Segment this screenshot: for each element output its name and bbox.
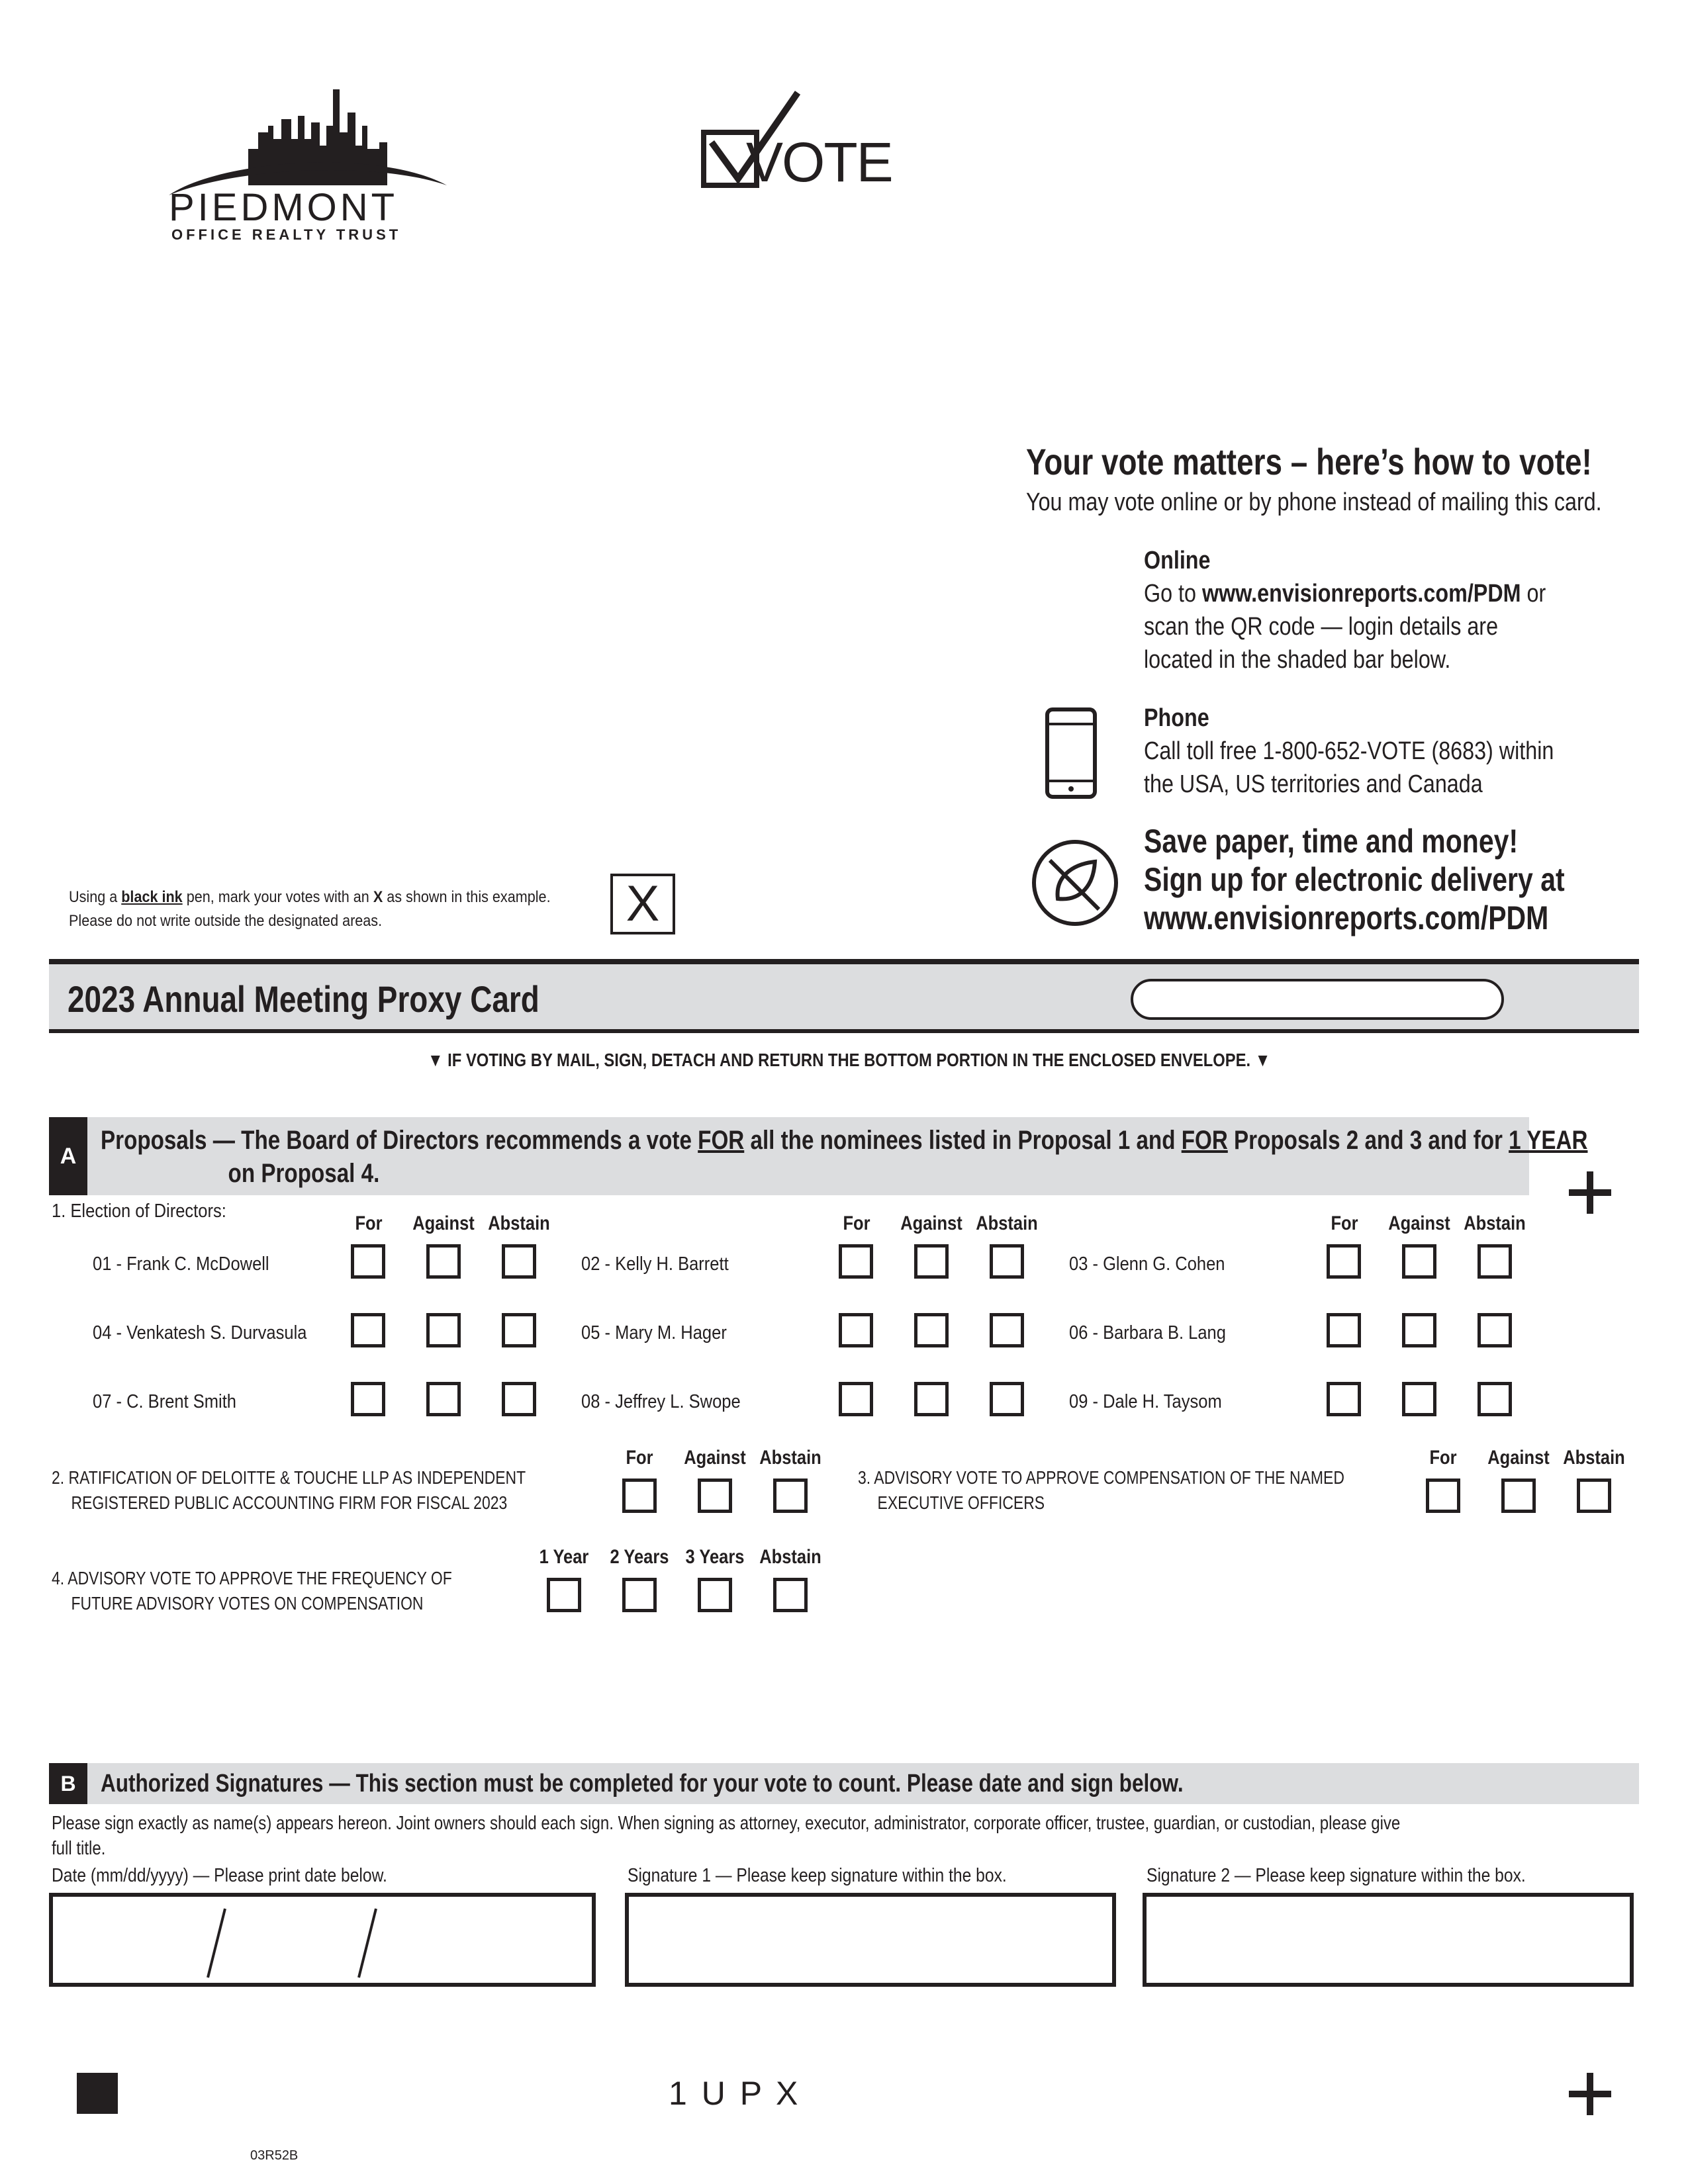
vote-against-checkbox[interactable] bbox=[1402, 1382, 1436, 1416]
phone-icon bbox=[1045, 707, 1098, 799]
proposal-3-header-against: Against bbox=[1487, 1447, 1550, 1469]
online-line3: located in the shaded bar below. bbox=[1144, 646, 1451, 674]
proposal-3-header-for: For bbox=[1429, 1447, 1457, 1469]
proposal-4-header-3years: 3 Years bbox=[685, 1546, 745, 1568]
election-header-for: For bbox=[843, 1212, 870, 1234]
vote-against-checkbox[interactable] bbox=[426, 1382, 461, 1416]
logo-name: PIEDMONT bbox=[169, 186, 399, 229]
vote-abstain-checkbox[interactable] bbox=[502, 1382, 536, 1416]
vote-abstain-checkbox[interactable] bbox=[1477, 1244, 1512, 1279]
online-text: Go to bbox=[1144, 580, 1202, 608]
section-b-header bbox=[49, 1763, 1639, 1804]
nominee-label: 08 - Jeffrey L. Swope bbox=[581, 1391, 741, 1412]
instr-text-e: as shown in this example. bbox=[383, 888, 551, 906]
online-url-link[interactable]: www.envisionreports.com/PDM bbox=[1201, 580, 1521, 608]
proposal-2-text bbox=[52, 1465, 526, 1516]
vote-for-checkbox[interactable] bbox=[351, 1382, 385, 1416]
instr-text-c: pen, mark your votes with an bbox=[182, 888, 373, 906]
election-header-for: For bbox=[355, 1212, 383, 1234]
date-slashes bbox=[53, 1897, 592, 1983]
example-mark: X bbox=[626, 876, 660, 932]
vote-against-checkbox[interactable] bbox=[1402, 1313, 1436, 1347]
vote-abstain-checkbox[interactable] bbox=[990, 1244, 1024, 1279]
vote-for-checkbox[interactable] bbox=[1327, 1313, 1361, 1347]
sig2-label: Signature 2 — Please keep signature within the box. bbox=[1147, 1865, 1526, 1886]
vote-against-checkbox[interactable] bbox=[914, 1244, 949, 1279]
election-header-against: Against bbox=[412, 1212, 475, 1234]
vote-against-checkbox[interactable] bbox=[1402, 1244, 1436, 1279]
signature-2-field[interactable] bbox=[1143, 1893, 1634, 1987]
online-line2: scan the QR code — login details are bbox=[1144, 613, 1499, 641]
vote-against-checkbox[interactable] bbox=[426, 1244, 461, 1279]
example-mark-box bbox=[610, 874, 675, 934]
section-b-letter: B bbox=[49, 1763, 87, 1804]
section-a-year: 1 YEAR bbox=[1509, 1126, 1588, 1155]
date-label: Date (mm/dd/yyyy) — Please print date below. bbox=[52, 1865, 387, 1886]
skyline-icon bbox=[169, 86, 447, 199]
nominee-label: 03 - Glenn G. Cohen bbox=[1069, 1253, 1225, 1275]
proposal-4-text bbox=[52, 1566, 452, 1616]
proposal-2-abstain-checkbox[interactable] bbox=[773, 1479, 808, 1513]
vote-against-checkbox[interactable] bbox=[914, 1382, 949, 1416]
phone-line2: the USA, US territories and Canada bbox=[1144, 770, 1483, 798]
vote-against-checkbox[interactable] bbox=[914, 1313, 949, 1347]
proposal-4-header-abstain: Abstain bbox=[759, 1546, 821, 1568]
detach-notice bbox=[428, 1050, 1270, 1071]
vote-for-checkbox[interactable] bbox=[1327, 1382, 1361, 1416]
instr-text-a: Using a bbox=[69, 888, 122, 906]
online-text-or: or bbox=[1521, 580, 1546, 608]
proposal-4-line2: FUTURE ADVISORY VOTES ON COMPENSATION bbox=[71, 1593, 424, 1614]
vote-abstain-checkbox[interactable] bbox=[1477, 1382, 1512, 1416]
date-field[interactable] bbox=[49, 1893, 596, 1987]
section-a-letter: A bbox=[49, 1117, 87, 1195]
section-b-title: Authorized Signatures — This section must be completed for your vote to count. Please date and sign below. bbox=[101, 1770, 1184, 1797]
footer-code: 1 U P X bbox=[669, 2075, 801, 2112]
vote-abstain-checkbox[interactable] bbox=[990, 1382, 1024, 1416]
vote-for-checkbox[interactable] bbox=[839, 1382, 873, 1416]
edelivery-url-link[interactable]: www.envisionreports.com/PDM bbox=[1144, 899, 1549, 936]
logo-tagline: OFFICE REALTY TRUST bbox=[171, 226, 402, 243]
signature-instructions-line1: Please sign exactly as name(s) appears hereon. Joint owners should each sign. When signing as attorney, executor, administrator, corporate officer, trustee, guardian, or custodian, please give bbox=[52, 1813, 1401, 1834]
section-a-title bbox=[101, 1124, 1587, 1190]
online-line1 bbox=[1144, 577, 1546, 610]
how-to-vote-subheading: You may vote online or by phone instead of mailing this card. bbox=[1026, 488, 1602, 516]
signature-instructions-line2: full title. bbox=[52, 1838, 106, 1859]
registration-mark bbox=[1569, 1171, 1611, 1214]
registration-mark bbox=[1569, 2073, 1611, 2115]
proposal-3-line1: 3. ADVISORY VOTE TO APPROVE COMPENSATION OF THE NAMED bbox=[858, 1467, 1344, 1488]
vote-abstain-checkbox[interactable] bbox=[502, 1313, 536, 1347]
no-paper-leaf-icon bbox=[1030, 838, 1120, 928]
election-header-abstain: Abstain bbox=[1464, 1212, 1526, 1234]
section-a-text-a: Proposals — The Board of Directors recommends a vote bbox=[101, 1126, 698, 1155]
edelivery-section bbox=[1144, 822, 1565, 937]
down-triangle-icon: ▼ bbox=[1254, 1050, 1271, 1070]
proposal-4-line1: 4. ADVISORY VOTE TO APPROVE THE FREQUENCY OF bbox=[52, 1568, 452, 1588]
proposal-4-header-2years: 2 Years bbox=[610, 1546, 669, 1568]
proposal-3-line2: EXECUTIVE OFFICERS bbox=[877, 1492, 1045, 1513]
proposal-2-line2: REGISTERED PUBLIC ACCOUNTING FIRM FOR FISCAL 2023 bbox=[71, 1492, 508, 1513]
instructions-line1 bbox=[69, 886, 551, 909]
vote-against-checkbox[interactable] bbox=[426, 1313, 461, 1347]
proposal-4-abstain-checkbox[interactable] bbox=[773, 1578, 808, 1612]
section-a-line1 bbox=[101, 1124, 1587, 1157]
vote-abstain-checkbox[interactable] bbox=[1477, 1313, 1512, 1347]
vote-for-checkbox[interactable] bbox=[351, 1313, 385, 1347]
nominee-label: 06 - Barbara B. Lang bbox=[1069, 1322, 1226, 1343]
vote-for-checkbox[interactable] bbox=[839, 1313, 873, 1347]
proposal-3-abstain-checkbox[interactable] bbox=[1577, 1479, 1611, 1513]
nominee-label: 01 - Frank C. McDowell bbox=[93, 1253, 269, 1275]
edelivery-line2: Sign up for electronic delivery at bbox=[1144, 861, 1565, 898]
online-section bbox=[1144, 544, 1546, 676]
login-details-pill bbox=[1131, 979, 1504, 1020]
section-a-text-c: Proposals 2 and 3 and for bbox=[1227, 1126, 1509, 1155]
form-id: 03R52B bbox=[250, 2148, 299, 2163]
vote-for-checkbox[interactable] bbox=[1327, 1244, 1361, 1279]
proposal-4-2years-checkbox[interactable] bbox=[622, 1578, 657, 1612]
vote-abstain-checkbox[interactable] bbox=[502, 1244, 536, 1279]
nominee-label: 07 - C. Brent Smith bbox=[93, 1391, 237, 1412]
section-a-text-b: all the nominees listed in Proposal 1 and bbox=[744, 1126, 1182, 1155]
proposal-2-for-checkbox[interactable] bbox=[622, 1479, 657, 1513]
piedmont-logo bbox=[169, 86, 453, 243]
nominee-label: 09 - Dale H. Taysom bbox=[1069, 1391, 1222, 1412]
nominee-label: 04 - Venkatesh S. Durvasula bbox=[93, 1322, 307, 1343]
card-title-bar bbox=[49, 959, 1639, 1033]
marking-instructions bbox=[69, 886, 551, 933]
phone-title: Phone bbox=[1144, 704, 1209, 732]
section-a-header bbox=[49, 1117, 1588, 1195]
card-title: 2023 Annual Meeting Proxy Card bbox=[68, 978, 539, 1020]
detach-notice-text: IF VOTING BY MAIL, SIGN, DETACH AND RETURN THE BOTTOM PORTION IN THE ENCLOSED ENVELOPE. bbox=[447, 1050, 1251, 1070]
proposal-2-against-checkbox[interactable] bbox=[698, 1479, 732, 1513]
phone-line1: Call toll free 1-800-652-VOTE (8683) within bbox=[1144, 737, 1554, 765]
edelivery-line1: Save paper, time and money! bbox=[1144, 823, 1519, 860]
proposal-3-header-abstain: Abstain bbox=[1563, 1447, 1625, 1469]
election-label: 1. Election of Directors: bbox=[52, 1201, 226, 1222]
proposal-3-against-checkbox[interactable] bbox=[1501, 1479, 1536, 1513]
signature-instructions bbox=[52, 1811, 1400, 1861]
proposal-2-header-abstain: Abstain bbox=[759, 1447, 821, 1469]
election-header-for: For bbox=[1331, 1212, 1358, 1234]
nominee-label: 05 - Mary M. Hager bbox=[581, 1322, 727, 1343]
footer-black-square bbox=[77, 2073, 118, 2114]
proposal-4-1year-checkbox[interactable] bbox=[547, 1578, 581, 1612]
phone-section bbox=[1144, 702, 1554, 801]
proposal-2-line1: 2. RATIFICATION OF DELOITTE & TOUCHE LLP AS INDEPENDENT bbox=[52, 1467, 526, 1488]
down-triangle-icon: ▼ bbox=[428, 1050, 444, 1070]
election-header-abstain: Abstain bbox=[488, 1212, 550, 1234]
vote-logo-text: VOTE bbox=[746, 131, 892, 193]
proposal-2-header-for: For bbox=[626, 1447, 653, 1469]
section-a-for1: FOR bbox=[698, 1126, 745, 1155]
sig1-label: Signature 1 — Please keep signature within the box. bbox=[628, 1865, 1007, 1886]
proposal-2-header-against: Against bbox=[684, 1447, 746, 1469]
signature-1-field[interactable] bbox=[625, 1893, 1116, 1987]
nominee-label: 02 - Kelly H. Barrett bbox=[581, 1253, 729, 1275]
vote-for-checkbox[interactable] bbox=[839, 1244, 873, 1279]
election-header-abstain: Abstain bbox=[976, 1212, 1038, 1234]
vote-for-checkbox[interactable] bbox=[351, 1244, 385, 1279]
vote-logo bbox=[698, 89, 892, 195]
instr-x: X bbox=[373, 888, 383, 906]
proposal-4-3years-checkbox[interactable] bbox=[698, 1578, 732, 1612]
how-to-vote-heading: Your vote matters – here’s how to vote! bbox=[1026, 441, 1592, 482]
section-a-for2: FOR bbox=[1181, 1126, 1228, 1155]
instr-black-ink: black ink bbox=[121, 888, 183, 906]
online-title: Online bbox=[1144, 547, 1211, 574]
proposal-3-for-checkbox[interactable] bbox=[1426, 1479, 1460, 1513]
election-header-against: Against bbox=[900, 1212, 962, 1234]
section-a-line2: on Proposal 4. bbox=[228, 1159, 380, 1188]
election-header-against: Against bbox=[1388, 1212, 1450, 1234]
proposal-4-header-1year: 1 Year bbox=[539, 1546, 589, 1568]
proposal-3-text bbox=[858, 1465, 1344, 1516]
instructions-line2: Please do not write outside the designated areas. bbox=[69, 912, 383, 930]
vote-abstain-checkbox[interactable] bbox=[990, 1313, 1024, 1347]
